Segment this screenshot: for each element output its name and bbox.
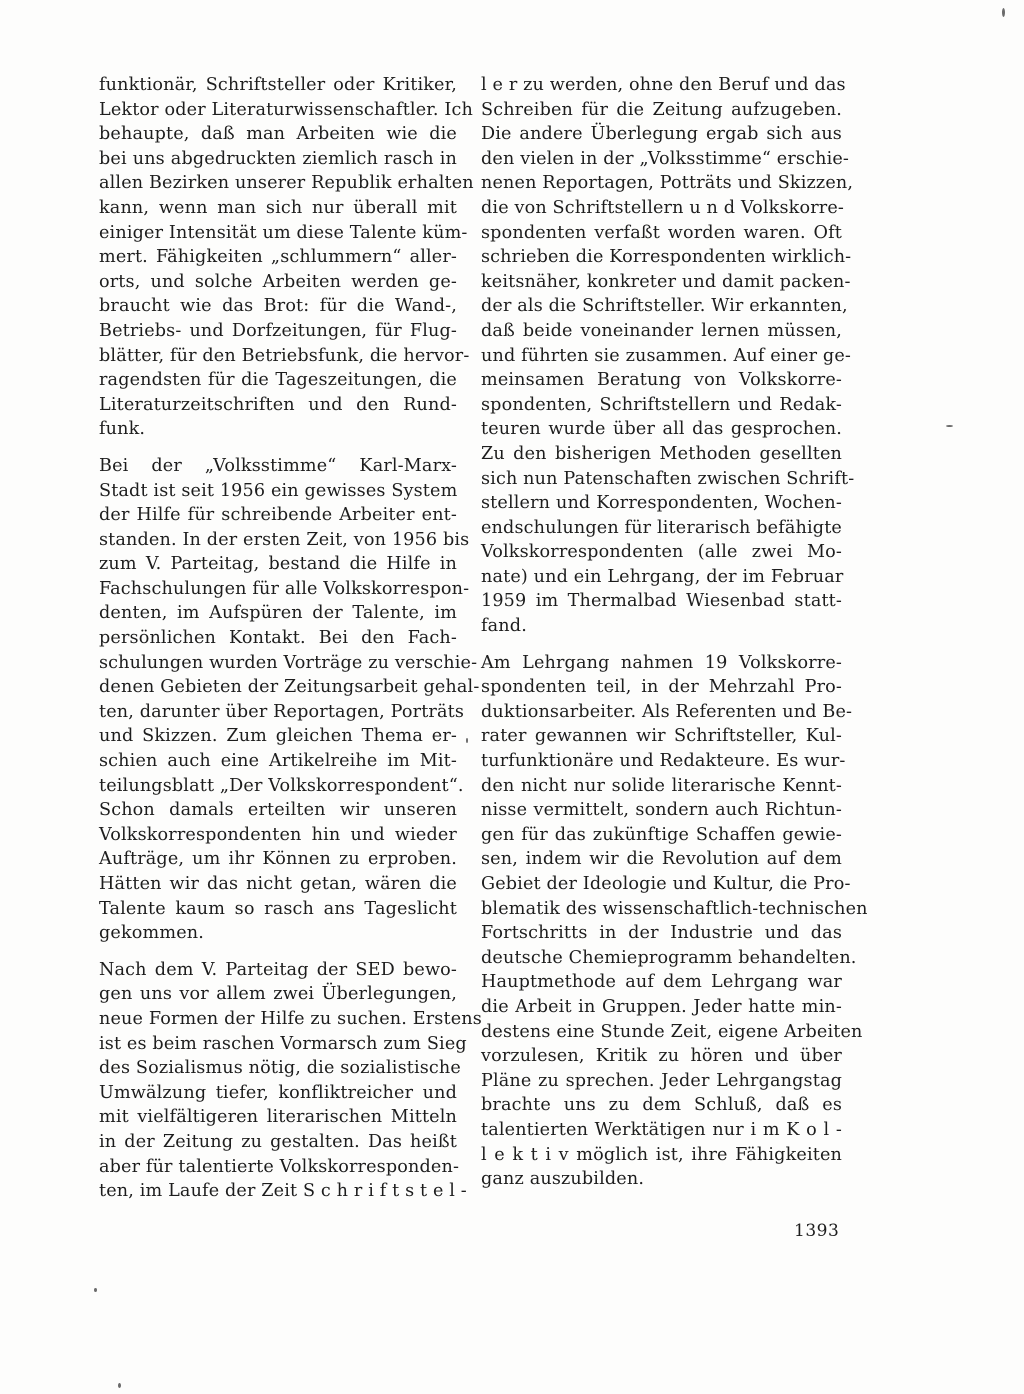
text-line: Fortschritts in der Industrie und das xyxy=(481,923,842,944)
text-line: Lektor oder Literaturwissenschaftler. Ich xyxy=(99,99,473,120)
text-line: ganz auszubilden. xyxy=(481,1169,645,1190)
text-line: fand. xyxy=(481,616,527,637)
text-line: und führten sie zusammen. Auf einer ge- xyxy=(481,345,851,366)
left-column xyxy=(99,73,482,1204)
scan-speck xyxy=(466,738,468,743)
text-line: brachte uns zu dem Schluß, daß es xyxy=(481,1095,842,1116)
text-line: Schon damals erteilten wir unseren xyxy=(99,800,457,821)
text-line: Umwälzung tiefer, konfliktreicher und xyxy=(99,1082,457,1103)
text-line: vorzulesen, Kritik zu hören und über xyxy=(481,1046,842,1067)
text-line: nisse vermittelt, sondern auch Richtun- xyxy=(481,800,842,821)
text-line: gekommen. xyxy=(99,923,204,944)
text-line: keitsnäher, konkreter und damit packen- xyxy=(481,271,851,292)
text-line: denen Gebieten der Zeitungsarbeit gehal- xyxy=(99,677,480,698)
text-line: teilungsblatt „Der Volkskorrespondent“. xyxy=(99,775,464,796)
text-line: die von Schriftstellern u n d Volkskorre- xyxy=(481,197,844,218)
text-line: nenen Reportagen, Potträts und Skizzen, xyxy=(481,173,854,194)
text-line: Volkskorrespondenten (alle zwei Mo- xyxy=(481,542,842,563)
text-line: ten, im Laufe der Zeit S c h r i f t s t e l - xyxy=(99,1181,467,1202)
text-line: Volkskorrespondenten hin und wieder xyxy=(99,824,457,845)
paragraph xyxy=(99,73,474,442)
scan-speck xyxy=(94,1288,97,1292)
text-line: teuren wurde über all das gesprochen. xyxy=(481,419,842,440)
text-line: turfunktionäre und Redakteure. Es wur- xyxy=(481,751,846,772)
text-line: einiger Intensität um diese Talente küm- xyxy=(99,222,468,243)
text-line: Aufträge, um ihr Können zu erproben. xyxy=(99,849,457,870)
text-line: schien auch eine Artikelreihe im Mit- xyxy=(99,751,457,772)
text-line: aber für talentierte Volkskorresponden- xyxy=(99,1156,460,1177)
text-line: neue Formen der Hilfe zu suchen. Erstens xyxy=(99,1008,482,1029)
text-line: deutsche Chemieprogramm behandelten. xyxy=(481,947,857,968)
scan-speck xyxy=(118,1383,121,1388)
text-line: braucht wie das Brot: für die Wand-, xyxy=(99,296,457,317)
text-line: funktionär, Schriftsteller oder Kritiker, xyxy=(99,75,457,95)
text-line: schulungen wurden Vorträge zu verschie- xyxy=(99,652,478,673)
text-line: Betriebs- und Dorfzeitungen, für Flug- xyxy=(99,320,457,341)
text-line: rater gewannen wir Schriftsteller, Kul- xyxy=(481,726,842,747)
text-line: Bei der „Volksstimme“ Karl-Marx- xyxy=(99,455,457,476)
text-line: destens eine Stunde Zeit, eigene Arbeiten xyxy=(481,1021,863,1042)
text-line: duktionsarbeiter. Als Referenten und Be- xyxy=(481,701,853,722)
text-line: talentierten Werktätigen nur i m K o l - xyxy=(481,1119,842,1140)
text-line: sich nun Patenschaften zwischen Schrift- xyxy=(481,468,855,489)
text-line: zum V. Parteitag, bestand die Hilfe in xyxy=(99,554,457,575)
text-line: in der Zeitung zu gestalten. Das heißt xyxy=(99,1131,457,1152)
text-line: der Hilfe für schreibende Arbeiter ent- xyxy=(99,505,457,526)
paragraph-gap xyxy=(481,639,842,651)
text-line: funk. xyxy=(99,419,146,440)
text-line: orts, und solche Arbeiten werden ge- xyxy=(99,271,457,292)
text-line: schrieben die Korrespondenten wirklich- xyxy=(481,247,852,268)
page-number: 1393 xyxy=(794,1221,840,1241)
text-line: sen, indem wir die Revolution auf dem xyxy=(481,849,842,870)
text-line: Literaturzeitschriften und den Rund- xyxy=(99,394,457,415)
paragraph-gap xyxy=(99,946,457,958)
text-line: bei uns abgedruckten ziemlich rasch in xyxy=(99,148,457,169)
text-line: Am Lehrgang nahmen 19 Volkskorre- xyxy=(481,652,842,673)
text-line: Hauptmethode auf dem Lehrgang war xyxy=(481,972,842,993)
text-line: des Sozialismus nötig, die sozialistische xyxy=(99,1058,461,1079)
text-line: spondenten verfaßt worden waren. Oft xyxy=(481,222,842,243)
text-line: spondenten teil, in der Mehrzahl Pro- xyxy=(481,677,842,698)
text-line: kann, wenn man sich nur überall mit xyxy=(99,197,457,218)
paragraph xyxy=(99,454,480,946)
text-line: persönlichen Kontakt. Bei den Fach- xyxy=(99,628,457,649)
text-line: ragendsten für die Tageszeitungen, die xyxy=(99,370,457,391)
text-line: blematik des wissenschaftlich-technischen xyxy=(481,898,868,919)
text-line: Talente kaum so rasch ans Tageslicht xyxy=(99,898,457,919)
text-line: l e r zu werden, ohne den Beruf und das xyxy=(481,75,846,95)
text-line: 1959 im Thermalbad Wiesenbad statt- xyxy=(481,591,842,612)
text-line: blätter, für den Betriebsfunk, die hervor- xyxy=(99,345,470,366)
paragraph xyxy=(481,651,868,1192)
text-line: Fachschulungen für alle Volkskorrespon- xyxy=(99,578,470,599)
paragraph-gap xyxy=(99,442,457,454)
text-line: behaupte, daß man Arbeiten wie die xyxy=(99,124,457,145)
text-line: den vielen in der „Volksstimme“ erschie- xyxy=(481,148,850,169)
text-line: der als die Schriftsteller. Wir erkannten, xyxy=(481,296,848,317)
text-line: Gebiet der Ideologie und Kultur, die Pro- xyxy=(481,874,851,894)
text-line: Stadt ist seit 1956 ein gewisses System xyxy=(99,480,458,501)
text-line: Schreiben für die Zeitung aufzugeben. xyxy=(481,99,842,120)
text-line: Nach dem V. Parteitag der SED bewo- xyxy=(99,959,457,980)
text-line: die Arbeit in Gruppen. Jeder hatte min- xyxy=(481,996,842,1017)
text-line: Zu den bisherigen Methoden gesellten xyxy=(481,443,842,464)
text-line: meinsamen Beratung von Volkskorre- xyxy=(481,370,842,391)
right-column xyxy=(481,73,868,1192)
text-line: l e k t i v möglich ist, ihre Fähigkeiten xyxy=(481,1144,842,1165)
paragraph xyxy=(481,73,855,639)
scan-speck xyxy=(1002,8,1005,17)
paragraph xyxy=(99,958,482,1204)
text-line: Hätten wir das nicht getan, wären die xyxy=(99,874,457,894)
text-line: gen für das zukünftige Schaffen gewie- xyxy=(481,824,842,845)
text-line: stellern und Korrespondenten, Wochen- xyxy=(481,493,842,514)
text-line: mit vielfältigeren literarischen Mitteln xyxy=(99,1107,457,1128)
text-line: standen. In der ersten Zeit, von 1956 bis xyxy=(99,529,470,550)
text-line: nate) und ein Lehrgang, der im Februar xyxy=(481,566,844,587)
text-line: allen Bezirken unserer Republik erhalten xyxy=(99,173,474,194)
text-line: denten, im Aufspüren der Talente, im xyxy=(99,603,457,624)
text-line: Pläne zu sprechen. Jeder Lehrgangstag xyxy=(481,1070,842,1091)
text-line: ist es beim raschen Vormarsch zum Sieg xyxy=(99,1033,467,1054)
text-line: und Skizzen. Zum gleichen Thema er- xyxy=(99,726,457,747)
text-line: spondenten, Schriftstellern und Redak- xyxy=(481,394,842,415)
text-line: Die andere Überlegung ergab sich aus xyxy=(481,124,842,145)
text-line: gen uns vor allem zwei Überlegungen, xyxy=(99,984,457,1005)
text-line: den nicht nur solide literarische Kennt- xyxy=(481,775,842,796)
text-line: ten, darunter über Reportagen, Porträts xyxy=(99,701,465,722)
text-line: daß beide voneinander lernen müssen, xyxy=(481,320,842,341)
text-line: endschulungen für literarisch befähigte xyxy=(481,517,842,538)
text-line: mert. Fähigkeiten „schlummern“ aller- xyxy=(99,247,457,268)
scan-speck xyxy=(946,425,953,427)
